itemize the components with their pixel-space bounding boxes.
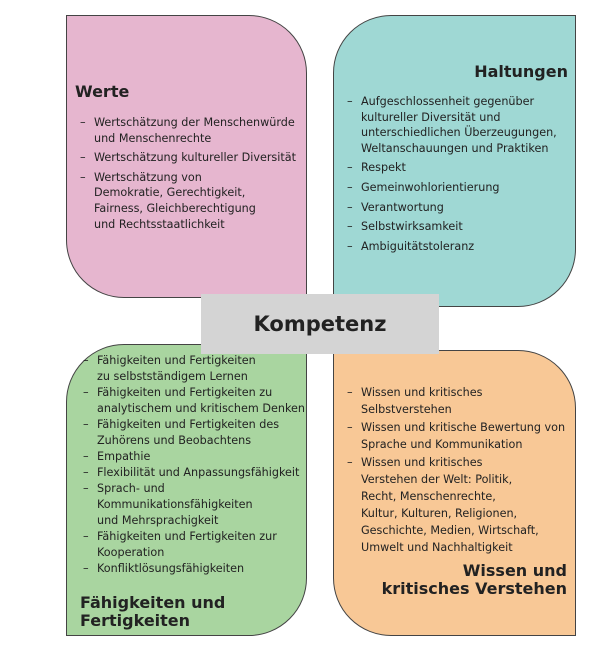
list-item: – Wertschätzung kultureller Diversität <box>80 150 302 166</box>
list-item: – Sprach- und Kommunikationsfähigkeiten und Mehrsprachigkeit <box>83 481 305 529</box>
list-item: – Fähigkeiten und Fertigkeiten des Zuhörens und Beobachtens <box>83 417 305 449</box>
wissen-title: Wissen und kritisches Verstehen <box>381 561 567 598</box>
list-item: – Gemeinwohlorientierung <box>347 180 572 196</box>
list-item: – Selbstwirksamkeit <box>347 219 572 235</box>
haltungen-list <box>347 94 572 258</box>
kompetenz-label: Kompetenz <box>253 312 387 336</box>
kompetenz-center-box <box>201 294 439 354</box>
faehigkeiten-list <box>83 353 305 577</box>
haltungen-title: Haltungen <box>474 62 568 81</box>
list-item: – Fähigkeiten und Fertigkeiten zu selbstständigem Lernen <box>83 353 305 385</box>
faehigkeiten-title: Fähigkeiten und Fertigkeiten <box>80 593 226 630</box>
list-item: – Wertschätzung der Menschenwürde und Menschenrechte <box>80 115 302 146</box>
list-item: – Fähigkeiten und Fertigkeiten zur Kooperation <box>83 529 305 561</box>
list-item: – Wissen und kritisches Selbstverstehen <box>347 384 574 418</box>
list-item: – Ambiguitätstoleranz <box>347 239 572 255</box>
list-item: – Fähigkeiten und Fertigkeiten zu analytischem und kritischem Denken <box>83 385 305 417</box>
list-item: – Empathie <box>83 449 305 465</box>
list-item: – Wissen und kritisches Verstehen der Welt: Politik, Recht, Menschenrechte, Kultur, Kulturen, Religionen, Geschichte, Medien, Wirtschaft, Umwelt und Nachhaltigkeit <box>347 454 574 556</box>
werte-list <box>80 115 302 236</box>
list-item: – Aufgeschlossenheit gegenüber kultureller Diversität und unterschiedlichen Überzeugungen, Weltanschauungen und Praktiken <box>347 94 572 156</box>
list-item: – Flexibilität und Anpassungsfähigkeit <box>83 465 305 481</box>
list-item: – Respekt <box>347 160 572 176</box>
list-item: – Wertschätzung von Demokratie, Gerechtigkeit, Fairness, Gleichberechtigung und Rechtsstaatlichkeit <box>80 170 302 232</box>
list-item: – Verantwortung <box>347 200 572 216</box>
werte-title: Werte <box>75 82 130 101</box>
list-item: – Konfliktlösungsfähigkeiten <box>83 561 305 577</box>
wissen-list <box>347 384 574 557</box>
list-item: – Wissen und kritische Bewertung von Sprache und Kommunikation <box>347 419 574 453</box>
